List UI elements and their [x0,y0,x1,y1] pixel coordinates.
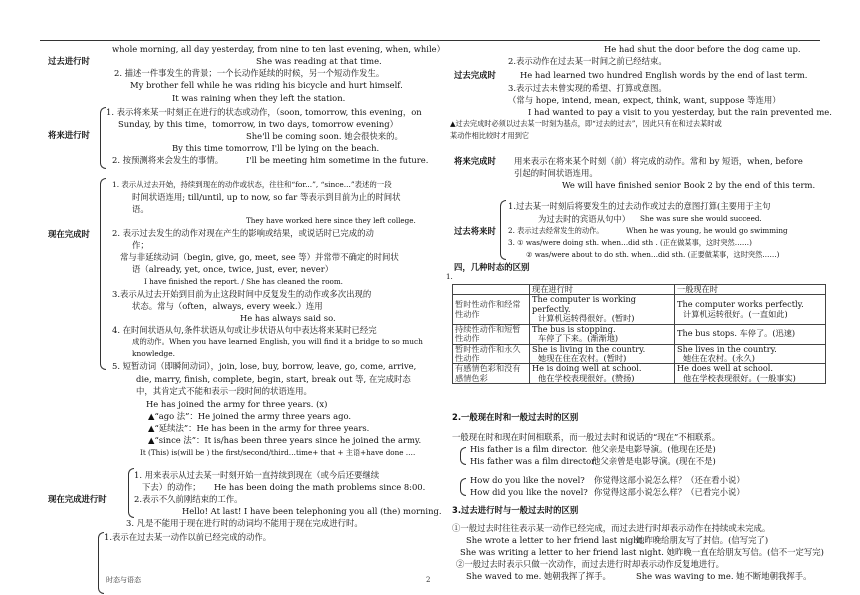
table-cell: 暂时性动作和经常性动作 [453,295,530,324]
cell-cn: 她住在农村。(永久) [683,352,755,363]
rule-text: 引起的时间状语连用。 [514,168,598,178]
bracket [460,447,466,465]
table-cell: 持续性动作和短暂性动作 [453,324,530,344]
section-title-future-perfect: 将来完成时 [454,156,496,166]
bracket [500,200,506,260]
example-sentence: He has joined the army for three years. (x) [146,399,328,409]
rule-text: 用来表示在将来某个时刻（前）将完成的动作。常和 by 短语，when, before [514,156,803,166]
example-sentence: It was raining when they left the station. [172,93,346,103]
example-sentence: She wrote a letter to her friend last night. [466,535,645,545]
section-heading: 四，几种时态的区别 [454,262,530,272]
table-cell [453,285,530,295]
example-sentence: She waved to me. 她朝我挥了挥手。 [466,571,611,581]
note-text: 某动作相比较时才用到它 [450,131,530,140]
example-sentence: He has always said so. [240,313,336,323]
example-sentence: By this time tomorrow, I'll be lying on the beach. [172,143,380,153]
comparison-table [452,284,826,384]
cell-en: The bus is stopping. [532,323,616,334]
cell-cn: 计算机运转得很好。(暂时) [538,313,635,324]
rule-text: 成的动作。When you have learned English, you will find it a bridge to so much [132,337,423,346]
table-cell [530,324,675,344]
table-header: 现在进行时 [530,285,675,295]
section-number: 1. [446,273,453,281]
example-sentence: She'll be coming soon. 她会很快来的。 [246,131,403,141]
rule-text: 下去）的动作； [142,482,201,492]
example-sentence: I'll be meeting him sometime in the future. [246,155,429,165]
translation: 他父亲曾是电影导演。(现在不是) [592,456,716,466]
cell-en: She lives in the country. [677,343,777,354]
section-heading: 3.过去进行时与一般过去时的区别 [452,505,579,515]
rule-text: 作； [132,240,149,250]
rule-text: 1.过去某一时刻后将要发生的过去动作或过去的意图打算(主要用于主句 [508,201,771,211]
rule-text: （常与 hope, intend, mean, expect, think, want, suppose 等连用） [508,95,781,105]
cell-cn: 他在学校表现很好。(赞扬) [538,372,635,383]
example-sentence: They have worked here since they left college. [246,216,416,225]
table-cell: 有感情色彩和没有感情色彩 [453,364,530,384]
rule-text: 状态。常与（often，always, every week.）连用 [132,301,323,311]
section-heading: 2.一般现在时和一般过去时的区别 [452,412,579,422]
table-cell [675,324,826,344]
example-sentence: How did you like the novel? [470,487,588,497]
example-sentence: It (This) is(will be ) the first/second/third…time+ that + 主语+have done …. [140,448,416,457]
section-title-future-progressive: 将来进行时 [48,130,90,140]
rule-text: 一般现在时和现在时间相联系，而一般过去时和说话的“现在”不相联系。 [452,432,721,442]
table-cell [675,364,826,384]
example-sentence: He had learned two hundred English words by the end of last term. [520,70,808,80]
table-cell [530,344,675,364]
example-sentence: ▲“延续法”：He has been in the army for three years. [148,423,370,433]
rule-text: 语。 [132,204,149,214]
table-header-row [453,285,826,295]
example-sentence: I had wanted to pay a visit to you yesterday, but the rain prevented me. [528,107,832,117]
table-cell [530,295,675,324]
example-sentence: His father is a film director. [470,444,588,454]
cell-en: The computer works perfectly. [677,299,804,310]
cell-cn: 计算机运转很好。(一直如此) [683,308,788,319]
rule-text: 2. 表示过去发生的动作对现在产生的影响或结果，或说话时已完成的动 [112,228,374,238]
rule-text: 常与非延续动词（begin, give, go, meet, see 等）并常带不确定的时间状 [120,252,399,262]
example-sentence: ▲“ago 法”：He joined the army three years ago. [148,411,352,421]
translation: 你觉得这部小说怎么样？（已看完小说） [594,487,745,497]
table-cell [675,295,826,324]
page-number: 2 [426,576,431,584]
example-sentence: She was sure she would succeed. [640,214,762,223]
rule-text: 3. 凡是不能用于现在进行时的动词均不能用于现在完成进行时。 [126,518,363,528]
rule-text: 2. 表示过去经常发生的动作。 [508,226,604,235]
section-title-present-perfect-continuous: 现在完成进行时 [48,494,107,504]
example-sentence: He had shut the door before the dog came up. [604,44,801,54]
rule-text: 3.表示过去未曾实现的希望、打算或意图。 [508,83,667,93]
example-sentence: My brother fell while he was riding his bicycle and hurt himself. [130,80,403,90]
rule-text: ② was/were about to do sth. when…did sth. (正要做某事，这时突然……) [526,250,780,259]
table-row [453,295,826,324]
table-row [453,324,826,344]
rule-text: 中，其肯定式不能和表示一段时间的状语连用。 [136,386,312,396]
rule-text: 3. ① was/were doing sth. when…did sth . (正在做某事，这时突然……) [508,238,752,247]
rule-text: 2. 描述一件事发生的背景；一个长动作延续的时候，另一个短动作发生。 [114,68,385,78]
cell-en: She is living in the country. [532,343,646,354]
translation: 你觉得这部小说怎么样？（还在看小说） [594,475,745,485]
table-cell: 暂时性动作和永久性动作 [453,344,530,364]
rule-text: ①一般过去时往往表示某一动作已经完成，而过去进行时却表示动作在持续或未完成。 [452,523,771,533]
rule-text: 1. 用来表示从过去某一时刻开始一直持续到现在（或今后还要继续 [134,470,380,480]
example-sentence: Hello! At last! I have been telephoning you all (the) morning. [182,506,442,516]
cell-en: The computer is working perfectly. [532,294,636,314]
footer-label: 时态与语态 [106,576,141,584]
example-sentence: She was waving to me. 她不断地朝我挥手。 [636,571,812,581]
rule-text: 1. 表示将来某一时刻正在进行的状态或动作，（soon, tomorrow, this evening，on [106,107,422,117]
rule-text: knowledge. [132,349,175,358]
example-sentence: He has been doing the math problems since 8:00. [214,482,426,492]
example-sentence: I have finished the report. / She has cleaned the room. [144,277,343,286]
rule-text: 2. 按预测将来会发生的事情。 [112,155,224,165]
rule-text: 为过去时的宾语从句中） [538,214,631,224]
translation: 她昨晚给朋友写了封信。(信写完了) [636,535,769,545]
section-title-past-progressive: 过去进行时 [48,56,90,66]
cell-en: He is doing well at school. [532,363,642,374]
section-title-present-perfect: 现在完成时 [48,229,90,239]
example-sentence: We will have finished senior Book 2 by the end of this term. [562,180,816,190]
table-row [453,344,826,364]
rule-text: Sunday, by this time，tomorrow, in two days, tomorrow evening） [118,119,399,129]
note-text: ▲过去完成时必须以过去某一时刻为基点，即“过去的过去”，因此只有在和过去某时或 [450,119,722,128]
example-sentence: How do you like the novel? [470,475,585,485]
example-sentence: She was writing a letter to her friend last night. 她昨晚一直在给朋友写信。(信不一定写完) [460,547,824,557]
top-rule [40,40,820,41]
cell-en: The bus stops. 车停了。(迅速) [677,328,796,339]
table-header: 一般现在时 [675,285,826,295]
table-cell [675,344,826,364]
cell-cn: 车停了下来。(渐渐地) [538,333,619,344]
cell-cn: 他在学校表现很好。(一般事实) [683,372,796,383]
section-title-future-in-the-past: 过去将来时 [454,226,496,236]
rule-text: 3.表示从过去开始到目前为止这段时间中反复发生的动作或多次出现的 [112,289,372,299]
cell-cn: 她现在住在农村。(暂时) [538,352,627,363]
example-sentence: When he was young, he would go swimming [626,226,788,235]
rule-text: 4. 在时间状语从句,条件状语从句或让步状语从句中表达将来某时已经完 [112,325,377,335]
translation: 他父亲是电影导演。(他现在还是) [592,444,716,454]
rule-text: 2.表示不久前刚结束的工作。 [134,494,243,504]
time-words: whole morning, all day yesterday, from nine to ten last evening, when, while） [112,44,445,54]
rule-text: 1. 表示从过去开始，持续到现在的动作或状态，往往和“for...”, “since...”表述的一段 [112,180,392,189]
rule-text: 5. 短暂动词（即瞬间动词），join, lose, buy, borrow, leave, go, come, arrive, [112,361,417,371]
table-cell [530,364,675,384]
rule-text: ②一般过去时表示只做一次动作，而过去进行时却表示动作反复地进行。 [456,559,724,569]
rule-text: 1.表示在过去某一动作以前已经完成的动作。 [104,532,272,542]
example-sentence: His father was a film director. [470,456,597,466]
rule-text: 语（already, yet, once, twice, just, ever, never） [132,264,334,274]
rule-text: 2.表示动作在过去某一时间之前已经结束。 [508,56,667,66]
example-sentence: She was reading at that time. [256,56,382,66]
example-sentence: ▲“since 法”：It is/has been three years since he joined the army. [148,435,422,445]
section-title-past-perfect: 过去完成时 [454,70,496,80]
bracket [100,178,106,370]
table-row [453,364,826,384]
cell-en: He does well at school. [677,363,774,374]
rule-text: die, marry, finish, complete, begin, start, break out 等, 在完成时态 [136,374,411,384]
bracket [460,478,466,496]
rule-text: 时间状语连用; till/until, up to now, so far 等表示到目前为止的时间状 [132,192,401,202]
